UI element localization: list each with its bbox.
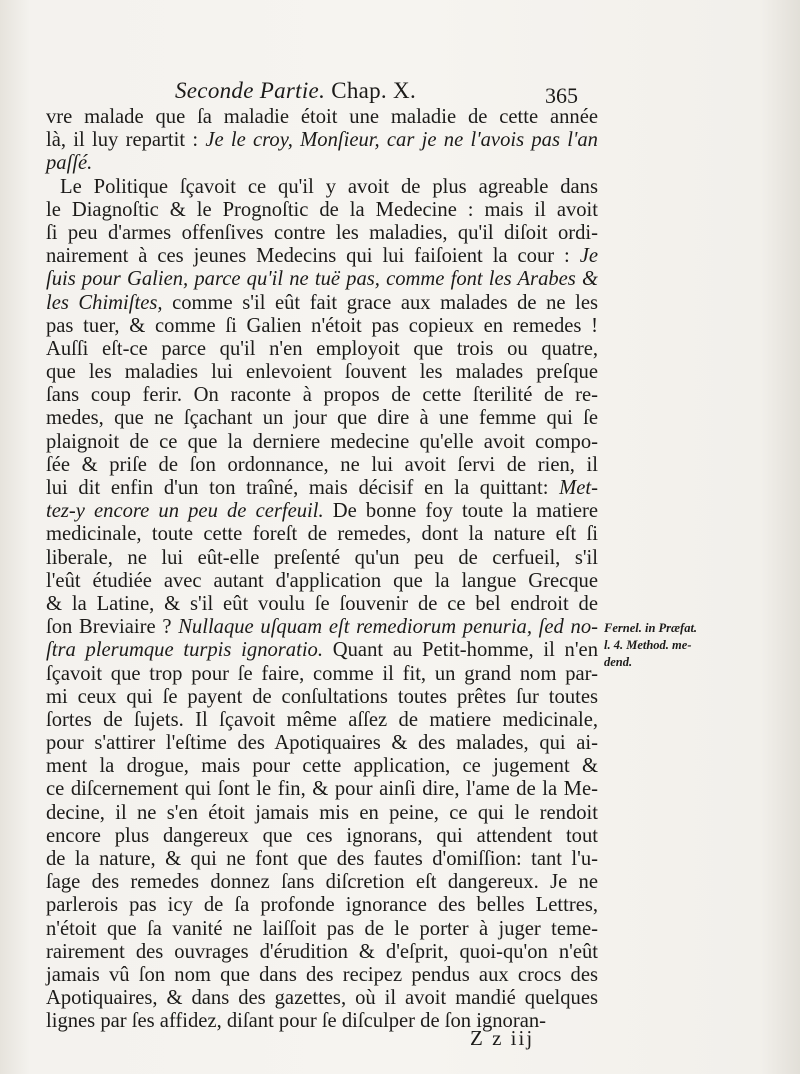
- text-run: n'étoit que ſa vanité ne laiſſoit pas de le porter à juger teme-: [46, 917, 598, 940]
- text-run: medicinale, toute cette foreſt de remedes, dont la nature eſt ſi: [46, 523, 598, 546]
- text-line: [46, 547, 598, 570]
- text-line: [46, 825, 598, 848]
- text-run: De bonne foy toute la matiere: [323, 500, 598, 523]
- text-line: [46, 106, 598, 129]
- text-line: [46, 176, 598, 199]
- italic-run: ſuis pour Galien, parce qu'il ne tuë pas, comme font les Arabes &: [46, 268, 598, 291]
- text-run: ce diſcernement qui ſont le fin, & pour ainſi dire, l'ame de la Me-: [46, 778, 598, 801]
- text-run: Le Politique ſçavoit ce qu'il y avoit de plus agreable dans: [60, 175, 598, 198]
- text-run: rairement des ouvrages d'érudition & d'eſprit, quoi-qu'on n'eût: [46, 940, 598, 963]
- text-line: [46, 523, 598, 546]
- italic-run: Je: [579, 245, 598, 268]
- text-line: [46, 709, 598, 732]
- text-run: medes, que ne ſçachant un jour que dire à une femme qui ſe: [46, 407, 598, 430]
- text-run: encore plus dangereux que ces ignorans, qui attendent tout: [46, 824, 598, 847]
- text-run: pour s'attirer l'eſtime des Apotiquaires & des malades, qui ai-: [46, 732, 598, 755]
- text-line: [46, 454, 598, 477]
- italic-run: tez-y encore un peu de cerfeuil.: [46, 500, 324, 523]
- text-line: [46, 152, 598, 175]
- italic-run: les Chimiſtes,: [46, 291, 163, 314]
- running-head: [175, 78, 595, 108]
- italic-run: Nullaque uſquam eſt remediorum penuria, ſed no-: [178, 616, 598, 639]
- text-line: [46, 663, 598, 686]
- body-text: [46, 106, 598, 1034]
- text-line: [46, 894, 598, 917]
- margin-note-line: l. 4. Method. me-: [604, 638, 692, 652]
- italic-run: paſſé.: [46, 152, 93, 175]
- text-run: pas tuer, & comme ſi Galien n'étoit pas copieux en remedes !: [46, 314, 598, 337]
- text-run: ſans coup ferir. On raconte à propos de cette ſterilité de re-: [46, 384, 598, 407]
- text-run: comme s'il eût fait grace aux malades de ne les: [162, 291, 598, 314]
- text-run: vre malade que ſa maladie étoit une maladie de cette année: [46, 106, 598, 128]
- text-line: [46, 407, 598, 430]
- text-line: [46, 431, 598, 454]
- text-run: ſon Breviaire ?: [46, 616, 179, 639]
- running-title: Seconde Partie. Chap. X.: [175, 78, 416, 103]
- italic-run: Met-: [559, 477, 598, 499]
- text-line: [46, 384, 598, 407]
- text-run: lui dit enfin d'un ton traîné, mais décisif en la quittant:: [46, 477, 560, 499]
- text-run: là, il luy repartit :: [46, 129, 206, 152]
- text-line: [46, 871, 598, 894]
- text-line: [46, 222, 598, 245]
- text-line: [46, 292, 598, 315]
- italic-run: Je le croy, Monſieur, car je ne l'avois pas l'an: [205, 129, 598, 152]
- page-number: 365: [545, 83, 578, 108]
- text-line: [46, 477, 598, 500]
- text-line: [46, 338, 598, 361]
- text-line: [46, 639, 598, 662]
- text-line: [46, 315, 598, 338]
- text-run: parlerois pas icy de ſa profonde ignorance des belles Lettres,: [46, 894, 598, 917]
- text-run: jamais vû ſon nom que dans des recipez pendus aux crocs des: [46, 963, 598, 986]
- text-run: ſée & priſe de ſon ordonnance, ne lui avoit ſervi de rien, il: [46, 453, 598, 476]
- text-run: lignes par ſes affidez, diſant pour ſe diſculper de ſon ignoran-: [46, 1010, 547, 1033]
- text-line: [46, 245, 598, 268]
- text-run: de la nature, & qui ne font que des fautes d'omiſſion: tant l'u-: [46, 848, 598, 870]
- text-line: [46, 199, 598, 222]
- text-run: l'eût étudiée avec autant d'application que la langue Grecque: [46, 569, 598, 592]
- text-line: [46, 941, 598, 964]
- text-run: Apotiquaires, & dans des gazettes, où il avoit mandié quelques: [46, 987, 598, 1010]
- text-line: [46, 802, 598, 825]
- text-line: [46, 778, 598, 801]
- text-run: Quant au Petit-homme, il n'en: [323, 639, 598, 662]
- text-line: [46, 918, 598, 941]
- text-run: decine, il ne s'en étoit jamais mis en peine, ce qui le rendoit: [46, 801, 598, 824]
- text-run: ſi peu d'armes offenſives contre les maladies, qu'il diſoit ordi-: [46, 221, 598, 244]
- text-line: [46, 129, 598, 152]
- margin-note: [604, 620, 789, 671]
- text-line: [46, 500, 598, 523]
- text-line: [46, 570, 598, 593]
- text-run: plaignoit de ce que la derniere medecine qu'elle avoit compo-: [46, 430, 598, 453]
- text-line: [46, 964, 598, 987]
- chapter-label: Chap. X.: [331, 78, 416, 103]
- text-run: & la Latine, & s'il eût voulu ſe ſouvenir de ce bel endroit de: [46, 592, 598, 615]
- text-line: [46, 755, 598, 778]
- text-run: ment la drogue, mais pour cette application, ce jugement &: [46, 755, 598, 778]
- text-line: [46, 616, 598, 639]
- text-run: que les maladies lui enlevoient ſouvent les malades preſque: [46, 361, 598, 384]
- text-line: [46, 268, 598, 291]
- text-run: ſortes de ſujets. Il ſçavoit même aſſez de matiere medicinale,: [46, 708, 598, 731]
- italic-run: ſtra plerumque turpis ignoratio.: [46, 639, 323, 662]
- text-run: ſage des remedes donnez ſans diſcretion eſt dangereux. Je ne: [46, 871, 598, 894]
- text-run: le Diagnoſtic & le Prognoſtic de la Medecine : mais il avoit: [46, 198, 598, 221]
- margin-note-line: Fernel. in Præfat.: [604, 621, 698, 635]
- text-line: [46, 593, 598, 616]
- margin-note-line: dend.: [604, 655, 633, 669]
- text-run: Auſſi eſt-ce parce qu'il n'en employoit que trois ou quatre,: [46, 337, 598, 360]
- signature-mark: Z z iij: [470, 1026, 535, 1050]
- text-run: mi ceux qui ſe payent de conſultations toutes prêtes ſur toutes: [46, 685, 598, 708]
- text-line: [46, 987, 598, 1010]
- text-line: [46, 732, 598, 755]
- text-line: [46, 848, 598, 871]
- text-run: ſçavoit que trop pour ſe faire, comme il fit, un grand nom par-: [46, 662, 598, 685]
- text-line: [46, 686, 598, 709]
- text-run: nairement à ces jeunes Medecins qui lui faiſoient la cour :: [46, 245, 580, 268]
- text-run: liberale, ne lui eût-elle preſenté qu'un peu de cerfueil, s'il: [46, 546, 598, 569]
- text-line: [46, 361, 598, 384]
